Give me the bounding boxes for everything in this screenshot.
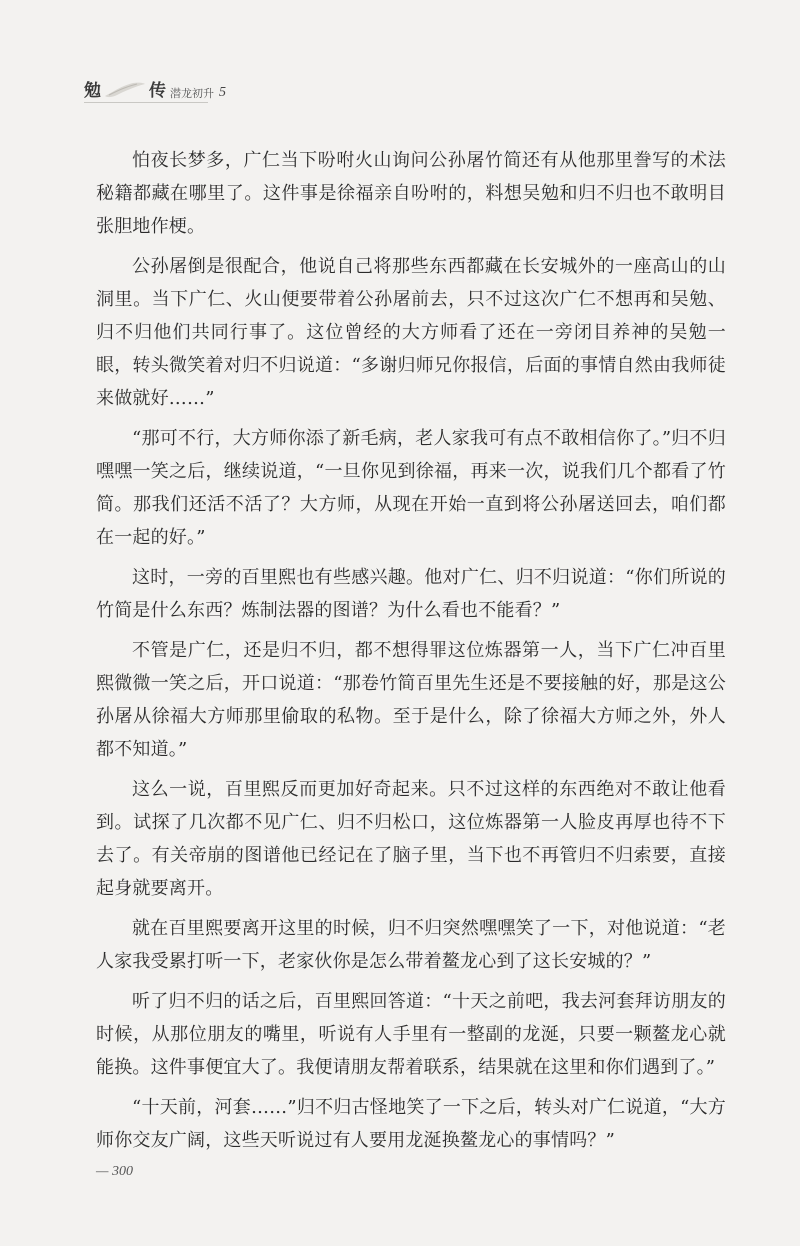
paragraph: 这么一说，百里熙反而更加好奇起来。只不过这样的东西绝对不敢让他看到。试探了几次都不见广仁、归不归松口，这位炼器第一人脸皮再厚也待不下去了。有关帝崩的图谱他已经记在了脑子里，当下也不再管归不归索要，直接起身就要离开。 xyxy=(96,779,726,899)
paragraph: 公孙屠倒是很配合，他说自己将那些东西都藏在长安城外的一座高山的山洞里。当下广仁、火山便要带着公孙屠前去，只不过这次广仁不想再和吴勉、归不归他们共同行事了。这位曾经的大方师看了还在一旁闭目养神的吴勉一眼，转头微笑着对归不归说道：“多谢归师兄你报信，后面的事情自然由我师徒来做就好……” xyxy=(96,256,726,409)
page-body xyxy=(96,144,726,1164)
header-volume-number: 5 xyxy=(219,85,226,100)
paragraph: 这时，一旁的百里熙也有些感兴趣。他对广仁、归不归说道：“你们所说的竹简是什么东西？炼制法器的图谱？为什么看也不能看？” xyxy=(96,567,726,621)
header-title-char-2: 传 xyxy=(149,81,166,101)
paragraph: “十天前，河套……”归不归古怪地笑了一下之后，转头对广仁说道，“大方师你交友广阔，这些天听说过有人要用龙涎换鳌龙心的事情吗？” xyxy=(96,1097,726,1151)
paragraph: 怕夜长梦多，广仁当下吩咐火山询问公孙屠竹简还有从他那里誊写的术法秘籍都藏在哪里了。这件事是徐福亲自吩咐的，料想吴勉和归不归也不敢明目张胆地作梗。 xyxy=(96,150,726,237)
header-subtitle: 潜龙初升 xyxy=(170,87,214,100)
paragraph: “那可不行，大方师你添了新毛病，老人家我可有点不敢相信你了。”归不归嘿嘿一笑之后，继续说道，“一旦你见到徐福，再来一次，说我们几个都看了竹简。那我们还活不活了？大方师，从现在开始一直到将公孙屠送回去，咱们都在一起的好。” xyxy=(96,428,726,548)
brush-stroke-icon xyxy=(103,80,147,100)
paragraph: 就在百里熙要离开这里的时候，归不归突然嘿嘿笑了一下，对他说道：“老人家我受累打听一下，老家伙你是怎么带着鳌龙心到了这长安城的？” xyxy=(96,918,726,972)
page-number: — 300 xyxy=(96,1164,133,1179)
running-header xyxy=(84,70,226,100)
header-title-char-1: 勉 xyxy=(84,81,101,101)
paragraph: 听了归不归的话之后，百里熙回答道：“十天之前吧，我去河套拜访朋友的时候，从那位朋友的嘴里，听说有人手里有一整副的龙涎，只要一颗鳌龙心就能换。这件事便宜大了。我便请朋友帮着联系，结果就在这里和你们遇到了。” xyxy=(96,991,726,1078)
paragraph: 不管是广仁，还是归不归，都不想得罪这位炼器第一人，当下广仁冲百里熙微微一笑之后，开口说道：“那卷竹简百里先生还是不要接触的好，那是这公孙屠从徐福大方师那里偷取的私物。至于是什么，除了徐福大方师之外，外人都不知道。” xyxy=(96,640,726,760)
header-divider xyxy=(84,102,208,103)
